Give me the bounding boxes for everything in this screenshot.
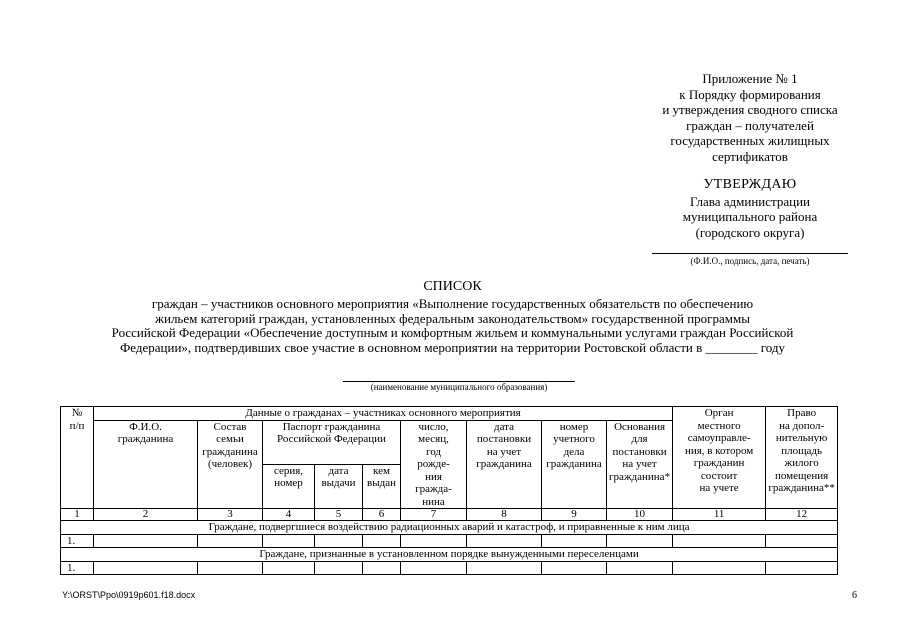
appendix-block — [600, 71, 900, 164]
column-number: 12 — [766, 509, 838, 521]
citizens-table — [60, 406, 838, 575]
column-number: 4 — [263, 509, 315, 521]
table-cell — [607, 535, 673, 548]
approval-line: муниципального района — [682, 209, 818, 224]
header-registration-basis: Основания для постановки на учет гражданина* — [607, 420, 673, 509]
appendix-line: граждан – получателей — [686, 117, 814, 133]
header-no: № п/п — [61, 407, 94, 509]
page-number: 6 — [852, 590, 857, 601]
table-cell — [198, 535, 263, 548]
header-family: Состав семьи гражданина (человек) — [198, 420, 263, 509]
column-number: 11 — [673, 509, 766, 521]
signature-line — [652, 253, 848, 254]
header-case-number: номер учетного дела гражданина — [542, 420, 607, 509]
table-cell — [542, 562, 607, 575]
appendix-line: Приложение № 1 — [702, 71, 798, 86]
table-cell — [401, 535, 467, 548]
column-number: 7 — [401, 509, 467, 521]
signature-caption: (Ф.И.О., подпись, дата, печать) — [690, 256, 810, 266]
table-cell — [467, 535, 542, 548]
table-row — [61, 535, 838, 548]
table-cell — [673, 535, 766, 548]
list-title: СПИСОК — [423, 279, 482, 294]
column-number: 9 — [542, 509, 607, 521]
table-cell — [198, 562, 263, 575]
table-cell — [263, 562, 315, 575]
table-cell — [766, 562, 838, 575]
header-extra-area-right: Право на допол- нительную площадь жилого помещения гражданина** — [766, 407, 838, 509]
column-number: 2 — [94, 509, 198, 521]
approval-line: Глава администрации — [689, 193, 810, 209]
header-data-group: Данные о гражданах – участниках основного мероприятия — [94, 407, 673, 421]
appendix-line: и утверждения сводного списка — [662, 102, 838, 117]
row-number: 1. — [61, 562, 94, 575]
header-passport: Паспорт гражданина Российской Федерации — [263, 420, 401, 464]
table-cell — [363, 562, 401, 575]
approval-heading: УТВЕРЖДАЮ — [703, 177, 797, 192]
header-passport-issued-by: кем выдан — [363, 464, 401, 508]
header-passport-issue-date: дата выдачи — [315, 464, 363, 508]
appendix-line: к Порядку формирования — [679, 86, 821, 102]
header-registration-date: дата постановки на учет гражданина — [467, 420, 542, 509]
table-cell — [94, 535, 198, 548]
table-cell — [363, 535, 401, 548]
column-number: 10 — [607, 509, 673, 521]
list-heading-block — [30, 280, 875, 356]
table-cell — [94, 562, 198, 575]
header-fio: Ф.И.О. гражданина — [94, 420, 198, 509]
table-cell — [673, 562, 766, 575]
footer-file-path: Y:\ORST\Ppo\0919p601.f18.docx — [62, 590, 196, 600]
header-birth-date: число, месяц, год рожде- ния гражда- нина — [401, 420, 467, 509]
approval-block — [600, 177, 900, 240]
table-cell — [542, 535, 607, 548]
header-authority: Орган местного самоуправле- ния, в котором гражданин состоит на учете — [673, 407, 766, 509]
municipality-caption: (наименование муниципального образования) — [370, 382, 548, 392]
header-passport-series: серия, номер — [263, 464, 315, 508]
list-description-line: Федерации», подтвердивших свое участие в основном мероприятии на территории Ростовской области в ________ году — [120, 340, 785, 356]
list-description-line: жильем категорий граждан, установленных федеральным законодательством» государственной программы — [155, 310, 750, 326]
section-radiation: Граждане, подвергшиеся воздействию радиационных аварий и катастроф, и приравненные к ним лица — [61, 521, 838, 535]
appendix-line: сертификатов — [712, 148, 788, 164]
table-row — [61, 562, 838, 575]
list-description-line: граждан – участников основного мероприятия «Выполнение государственных обязательств по обеспечению — [151, 295, 754, 311]
table-cell — [607, 562, 673, 575]
column-number: 5 — [315, 509, 363, 521]
approval-line: (городского округа) — [695, 224, 805, 240]
table-cell — [263, 535, 315, 548]
column-number: 6 — [363, 509, 401, 521]
list-description-line: Российской Федерации «Обеспечение доступным и комфортным жильем и коммунальными услугами граждан Российской — [111, 325, 794, 341]
column-number: 8 — [467, 509, 542, 521]
column-number: 1 — [61, 509, 94, 521]
appendix-line: государственных жилищных — [670, 133, 830, 148]
column-number: 3 — [198, 509, 263, 521]
table-cell — [315, 562, 363, 575]
row-number: 1. — [61, 535, 94, 548]
table-cell — [315, 535, 363, 548]
section-forced-migrants: Граждане, признанные в установленном порядке вынужденными переселенцами — [61, 548, 838, 562]
table-cell — [467, 562, 542, 575]
table-cell — [766, 535, 838, 548]
table-cell — [401, 562, 467, 575]
